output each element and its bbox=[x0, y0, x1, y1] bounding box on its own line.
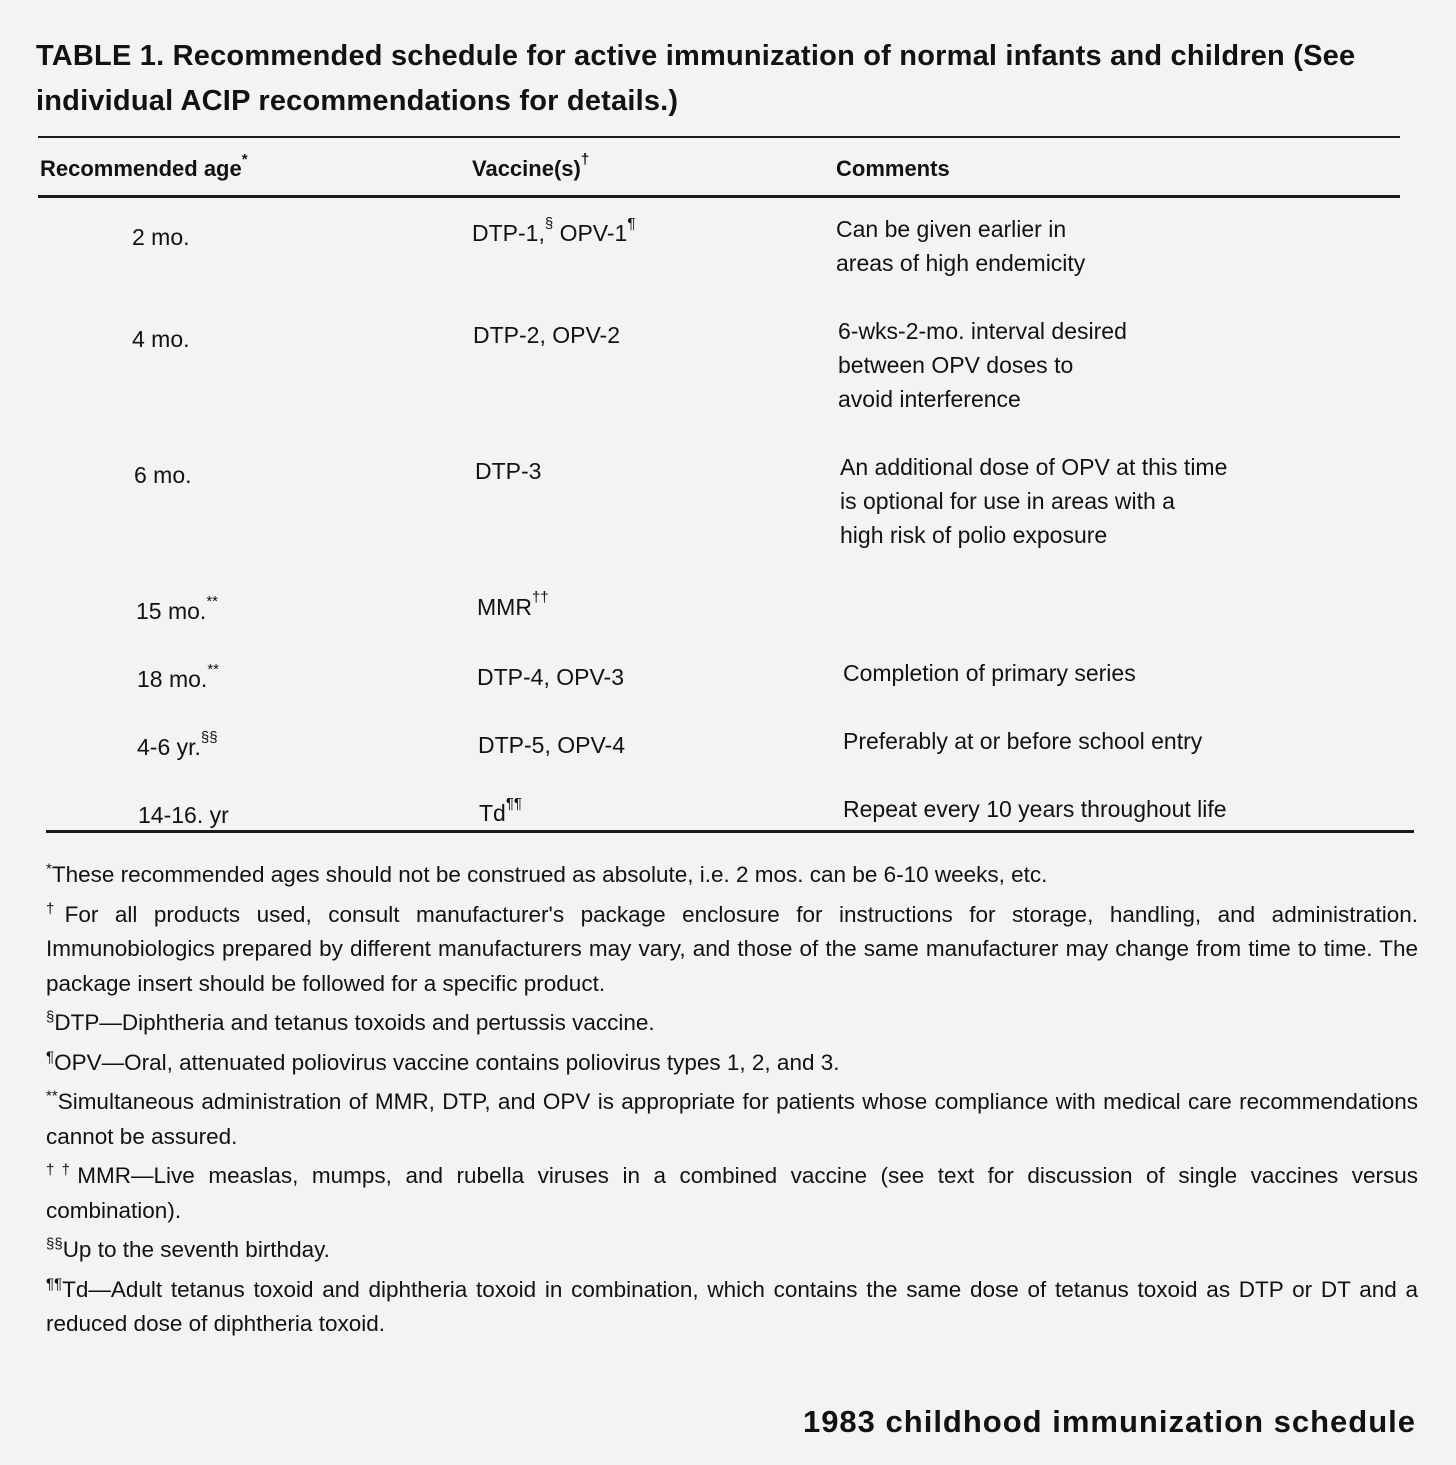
header-recommended-age: Recommended age* bbox=[40, 150, 248, 181]
footnotes bbox=[46, 858, 1418, 1347]
row-age: 18 mo.** bbox=[137, 661, 220, 692]
header-age-mark: * bbox=[241, 150, 248, 168]
footnote: *These recommended ages should not be construed as absolute, i.e. 2 mos. can be 6-10 weeks, etc. bbox=[46, 860, 1048, 887]
header-comments: Comments bbox=[836, 156, 950, 181]
footnote: ††MMR—Live measlas, mumps, and rubella viruses in a combined vaccine (see text for discussion of single vaccines versus combination). bbox=[46, 1161, 1419, 1223]
image-caption: 1983 childhood immunization schedule bbox=[802, 1404, 1416, 1439]
footnote: **Simultaneous administration of MMR, DTP, and OPV is appropriate for patients whose compliance with medical care recommendations cannot be assured. bbox=[46, 1087, 1418, 1149]
row-comment: 6-wks-2-mo. interval desired between OPV doses to avoid interference bbox=[838, 318, 1127, 412]
row-vaccine: MMR†† bbox=[477, 589, 549, 620]
bottom-rule bbox=[46, 830, 1414, 833]
footnote: †For all products used, consult manufacturer's package enclosure for instructions for storage, handling, and administration. Immunobiologics prepared by different manufacturers may vary, and those of the same manufacturer may change from time to time. The package insert should be followed for a specific product. bbox=[46, 900, 1418, 996]
header-vaccine-mark: † bbox=[580, 150, 590, 168]
row-age: 15 mo.** bbox=[136, 593, 219, 624]
footnote: ¶¶Td—Adult tetanus toxoid and diphtheria toxoid in combination, which contains the same dose of tetanus toxoid as DTP or DT and a reduced dose of diphtheria toxoid. bbox=[46, 1275, 1418, 1336]
row-comment: Repeat every 10 years throughout life bbox=[843, 796, 1227, 822]
header-rule bbox=[38, 195, 1400, 198]
top-rule bbox=[38, 136, 1400, 138]
footnote: ¶OPV—Oral, attenuated poliovirus vaccine contains poliovirus types 1, 2, and 3. bbox=[46, 1048, 840, 1075]
row-vaccine: DTP-4, OPV-3 bbox=[477, 664, 624, 690]
row-age: 2 mo. bbox=[132, 224, 190, 250]
row-comment: An additional dose of OPV at this time is optional for use in areas with a high risk of polio exposure bbox=[840, 454, 1228, 548]
row-age: 6 mo. bbox=[134, 462, 192, 488]
row-vaccine: DTP-2, OPV-2 bbox=[473, 322, 620, 348]
row-comment: Can be given earlier in areas of high endemicity bbox=[836, 216, 1086, 276]
table-title: TABLE 1. Recommended schedule for active immunization of normal infants and children (See individual ACIP recommendations for details.) bbox=[36, 40, 1356, 117]
row-vaccine: Td¶¶ bbox=[479, 795, 522, 826]
footnote: §§Up to the seventh birthday. bbox=[46, 1235, 330, 1262]
row-comment: Completion of primary series bbox=[843, 660, 1136, 686]
header-vaccines: Vaccine(s)† bbox=[472, 150, 590, 181]
row-age: 14-16. yr bbox=[138, 802, 229, 828]
footnote: §DTP—Diphtheria and tetanus toxoids and pertussis vaccine. bbox=[46, 1008, 655, 1035]
row-vaccine: DTP-3 bbox=[475, 458, 542, 484]
row-age: 4-6 yr.§§ bbox=[137, 729, 218, 760]
row-vaccine: DTP-5, OPV-4 bbox=[478, 732, 625, 758]
row-comment: Preferably at or before school entry bbox=[843, 728, 1203, 754]
row-vaccine: DTP-1,§ OPV-1¶ bbox=[472, 215, 636, 246]
row-age: 4 mo. bbox=[132, 326, 190, 352]
